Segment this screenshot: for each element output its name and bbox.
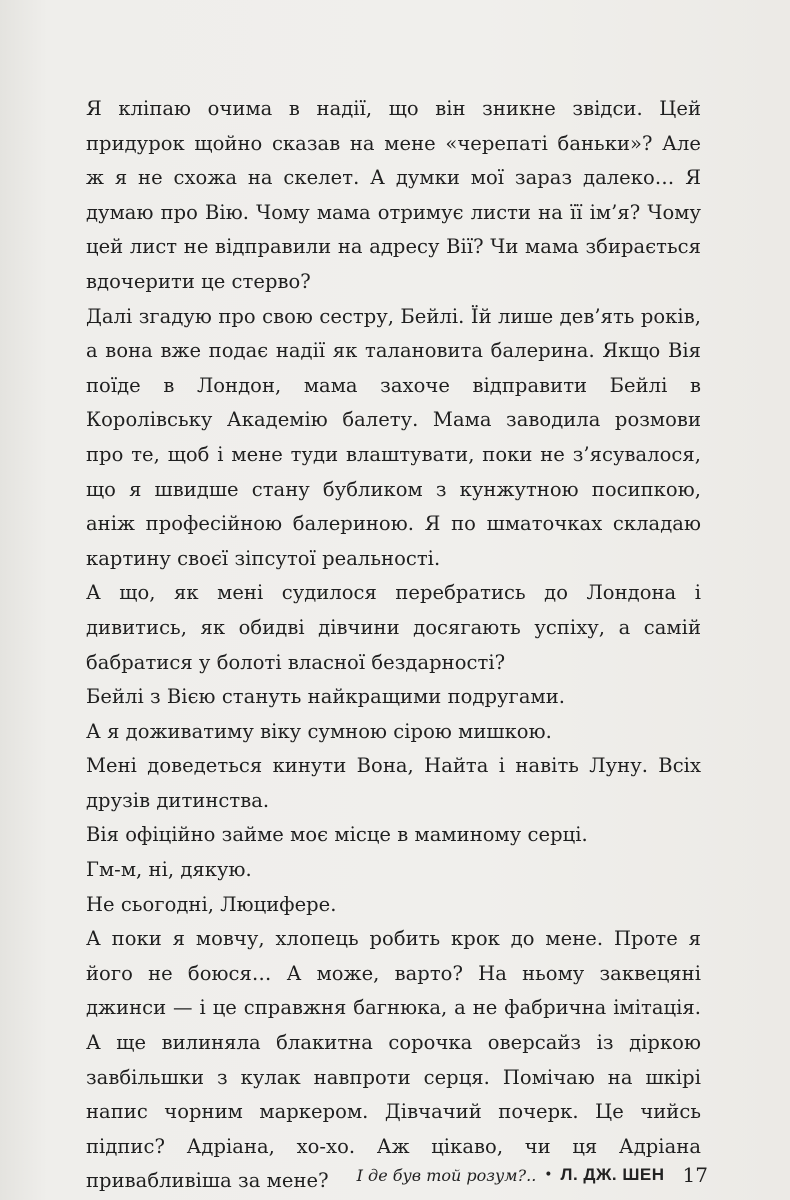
paragraph: Вія офіційно займе моє місце в маминому серці. <box>86 823 588 847</box>
paragraph: Я кліпаю очима в надії, що він зникне звідси. Цей придурок щойно сказав на мене «черепаті баньки»? Але ж я не схожа на скелет. А думки мої зараз далеко… Я думаю про Вію. Чому мама отримує листи на її ім’я? Чому цей лист не відправили на адресу Вії? Чи мама збирається вдочерити це стерво? <box>86 97 701 293</box>
footer-separator: • <box>544 1167 553 1183</box>
body-text <box>86 92 701 1199</box>
paragraph: Бейлі з Вією стануть найкращими подругами. <box>86 685 566 709</box>
page-footer <box>0 1160 708 1190</box>
paragraph: Мені доведеться кинути Вона, Найта і навіть Луну. Всіх друзів дитинства. <box>86 754 701 812</box>
paragraph: А що, як мені судилося перебратись до Лондона і дивитись, як обидві дівчини досягають успіху, а самій бабратися у болоті власної бездарності? <box>86 581 701 674</box>
paragraph: А я доживатиму віку сумною сірою мишкою. <box>86 719 552 743</box>
running-title: І де був той розум?.. <box>356 1165 537 1185</box>
paragraph: Далі згадую про свою сестру, Бейлі. Їй лише дев’ять років, а вона вже подає надії як талановита балерина. Якщо Вія поїде в Лондон, мама захоче відправити Бейлі в Королівську Академію балету. Мама заводила розмови про те, щоб і мене туди влаштувати, поки не з’ясувалося, що я швидше стану бубликом з кунжутною посипкою, аніж професійною балериною. Я по шматочках складаю картину своєї зіпсутої реальності. <box>86 304 701 570</box>
author-name: Л. ДЖ. ШЕН <box>560 1165 665 1184</box>
paragraph: А поки я мовчу, хлопець робить крок до мене. Проте я його не боюся… А може, варто? На ньому заквецяні джинси — і це справжня багнюка, а не фабрична імітація. А ще вилиняла блакитна сорочка оверсайз із діркою завбільшки з кулак навпроти серця. Помічаю на шкірі напис чорним маркером. Дівчачий почерк. Це чийсь підпис? Адріана, хо-хо. Аж цікаво, чи ця Адріана привабливіша за мене? <box>86 927 701 1193</box>
paragraph: Не сьогодні, Люцифере. <box>86 892 337 916</box>
page-number: 17 <box>682 1163 708 1187</box>
paragraph: Гм-м, ні, дякую. <box>86 858 252 882</box>
